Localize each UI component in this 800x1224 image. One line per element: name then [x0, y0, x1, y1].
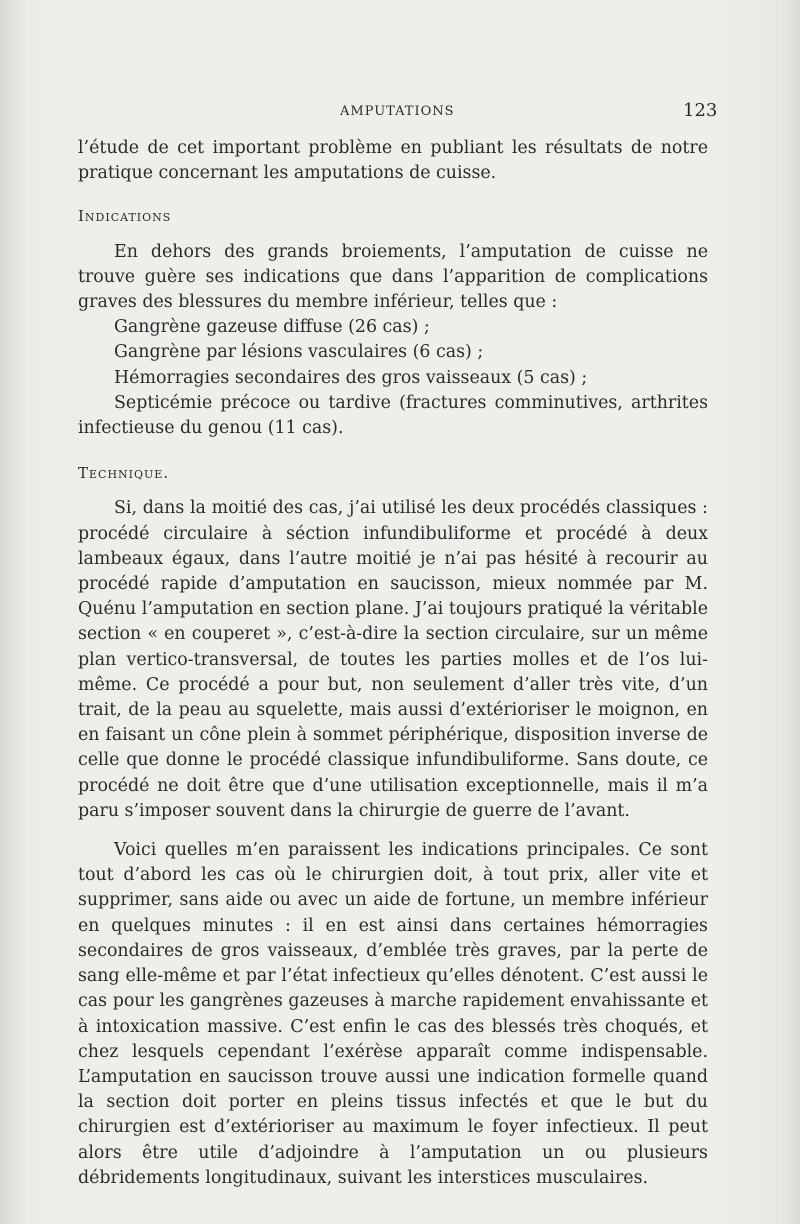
list-item: Hémorragies secondaires des gros vaisseaux (5 cas) ;: [114, 367, 588, 388]
page-header: [0, 100, 800, 126]
list-item: Septicémie précoce ou tardive (fractures comminutives, arthrites infectieuse du genou (11 cas).: [78, 392, 708, 439]
intro-paragraph: l’étude de cet important problème en publiant les résultats de notre pratique concernant les amputations de cuisse.: [78, 138, 708, 184]
page-number: 123: [683, 100, 718, 121]
list-item: Gangrène par lésions vasculaires (6 cas) ;: [114, 342, 484, 363]
technique-paragraph: Si, dans la moitié des cas, j’ai utilisé les deux procédés classiques : procédé circulaire à séction infundibuliforme et procédé à deux lambeaux égaux, dans l’autre moitié je n’ai pas hésité à recourir au procédé rapide d’amputation en saucisson, mieux nommée par M. Quénu l’amputation en section plane. J’ai toujours pratiqué la véritable section « en couperet », c’est-à-dire la section circulaire, sur un même plan vertico-transversal, de toutes les parties molles et de l’os lui-même. Ce procédé a pour but, non seulement d’aller très vite, d’un trait, de la peau au squelette, mais aussi d’extérioriser le moignon, en en faisant un cône plein à sommet périphérique, disposition inverse de celle que donne le procédé classique infundibuliforme. Sans doute, ce procédé ne doit être que d’une utilisation exceptionnelle, mais il m’a paru s’imposer souvent dans la chirurgie de guerre de l’avant.: [78, 498, 708, 821]
voici-paragraph: Voici quelles m’en paraissent les indications principales. Ce sont tout d’abord les cas où le chirurgien doit, à tout prix, aller vite et supprimer, sans aide ou avec un aide de fortune, un membre inférieur en quelques minutes : il en est ainsi dans certaines hémorragies secondaires de gros vaisseaux, d’emblée très graves, par la perte de sang elle-même et par l’état infectieux qu’elles dénotent. C’est aussi le cas pour les gangrènes gazeuses à marche rapidement envahissante et à intoxication massive. C’est enfin le cas des blessés très choqués, et chez lesquels cependant l’exérèse apparaît comme indispensable. L’amputation en saucisson trouve aussi une indication formelle quand la section doit porter en pleins tissus infectés et que le but du chirurgien est d’extérioriser au maximum le foyer infectieux. Il peut alors être utile d’adjoindre à l’amputation un ou plusieurs débridements longitudinaux, suivant les interstices musculaires.: [78, 840, 708, 1188]
section-heading-indications: Indications: [78, 207, 172, 226]
section-heading-technique: Technique.: [78, 464, 170, 483]
body-text: [78, 136, 708, 1191]
list-item: Gangrène gazeuse diffuse (26 cas) ;: [114, 317, 430, 338]
running-head: AMPUTATIONS: [340, 104, 455, 119]
indications-paragraph: En dehors des grands broiements, l’amputation de cuisse ne trouve guère ses indications que dans l’apparition de complications graves des blessures du membre inférieur, telles que :: [78, 241, 708, 313]
